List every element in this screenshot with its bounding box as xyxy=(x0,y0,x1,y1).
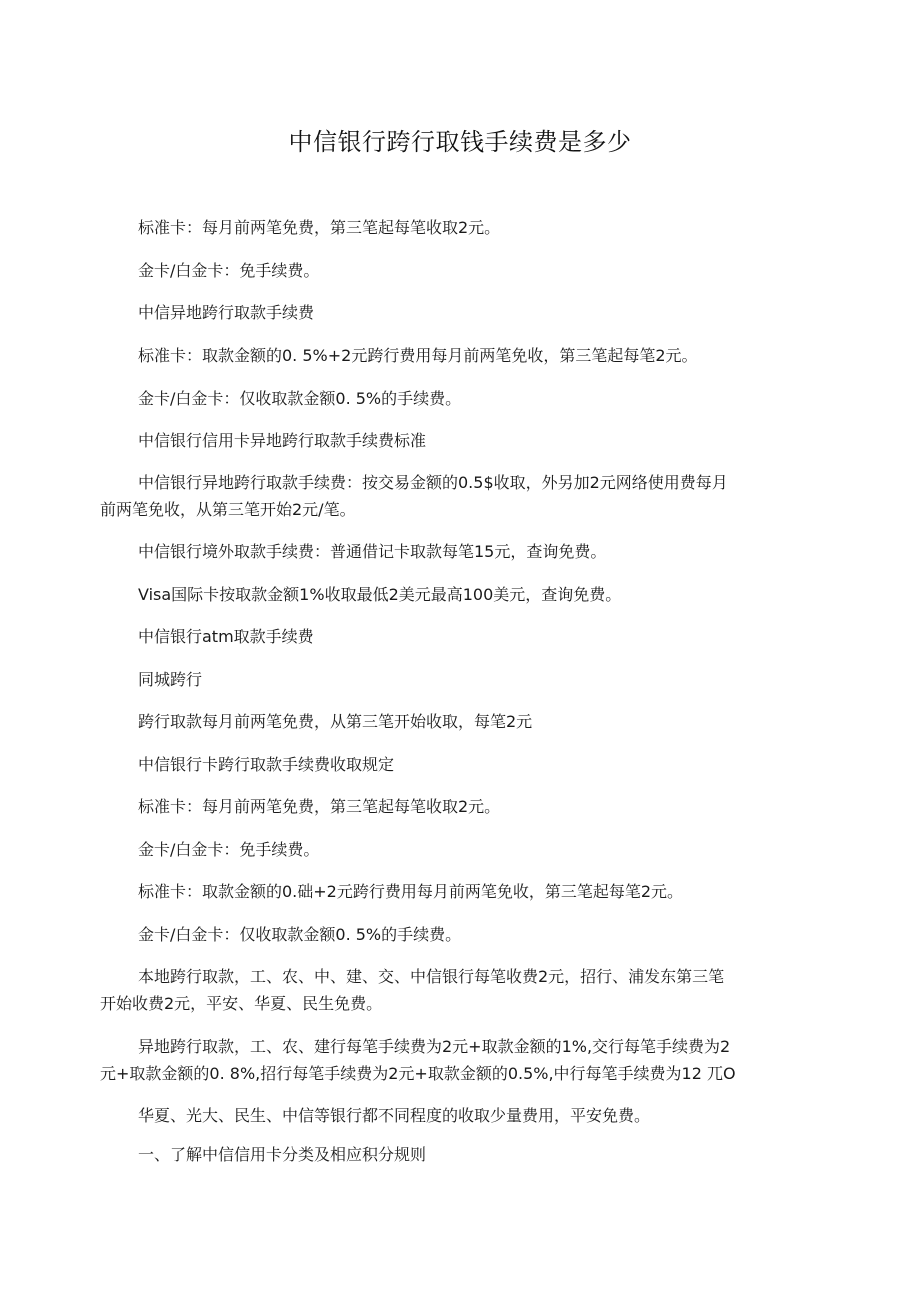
paragraph: 金卡/白金卡：免手续费。 xyxy=(138,840,320,859)
paragraph: 标准卡：取款金额的0. 5%+2元跨行费用每月前两笔免收，第三笔起每笔2元。 xyxy=(138,346,698,365)
paragraph: 金卡/白金卡：仅收取款金额0. 5%的手续费。 xyxy=(138,925,462,944)
paragraph: 中信异地跨行取款手续费 xyxy=(138,303,315,322)
paragraph: 中信银行atm取款手续费 xyxy=(138,627,314,646)
paragraph: 跨行取款每月前两笔免费，从第三笔开始收取，每笔2元 xyxy=(138,712,533,731)
paragraph: 同城跨行 xyxy=(138,670,203,689)
paragraph: 华夏、光大、民生、中信等银行都不同程度的收取少量费用，平安免费。 xyxy=(138,1106,651,1125)
paragraph: 异地跨行取款，工、农、建行每笔手续费为2元+取款金额的1%,交行每笔手续费为2元+取款金额的0. 8%,招行每笔手续费为2元+取款金额的0.5%,中行每笔手续费为12 兀O xyxy=(100,1037,736,1083)
paragraph: 中信银行异地跨行取款手续费：按交易金额的0.5$收取，外另加2元网络使用费每月前两笔免收，从第三笔开始2元/笔。 xyxy=(100,473,728,519)
paragraph: 金卡/白金卡：免手续费。 xyxy=(138,261,320,280)
paragraph: Visa国际卡按取款金额1%收取最低2美元最高100美元，查询免费。 xyxy=(138,585,622,604)
document-title: 中信银行跨行取钱手续费是多少 xyxy=(288,128,632,156)
paragraph: 一、了解中信信用卡分类及相应积分规则 xyxy=(138,1145,427,1164)
paragraph: 金卡/白金卡：仅收取款金额0. 5%的手续费。 xyxy=(138,389,462,408)
paragraph: 中信银行信用卡异地跨行取款手续费标准 xyxy=(138,431,427,450)
paragraph: 标准卡：取款金额的0.础+2元跨行费用每月前两笔免收，第三笔起每笔2元。 xyxy=(138,882,684,901)
paragraph: 标准卡：每月前两笔免费，第三笔起每笔收取2元。 xyxy=(138,797,501,816)
paragraph: 本地跨行取款，工、农、中、建、交、中信银行每笔收费2元，招行、浦发东第三笔开始收费2元，平安、华夏、民生免费。 xyxy=(100,967,725,1013)
paragraph: 中信银行卡跨行取款手续费收取规定 xyxy=(138,755,395,774)
paragraph: 标准卡：每月前两笔免费，第三笔起每笔收取2元。 xyxy=(138,218,501,237)
paragraph: 中信银行境外取款手续费：普通借记卡取款每笔15元，查询免费。 xyxy=(138,542,607,561)
